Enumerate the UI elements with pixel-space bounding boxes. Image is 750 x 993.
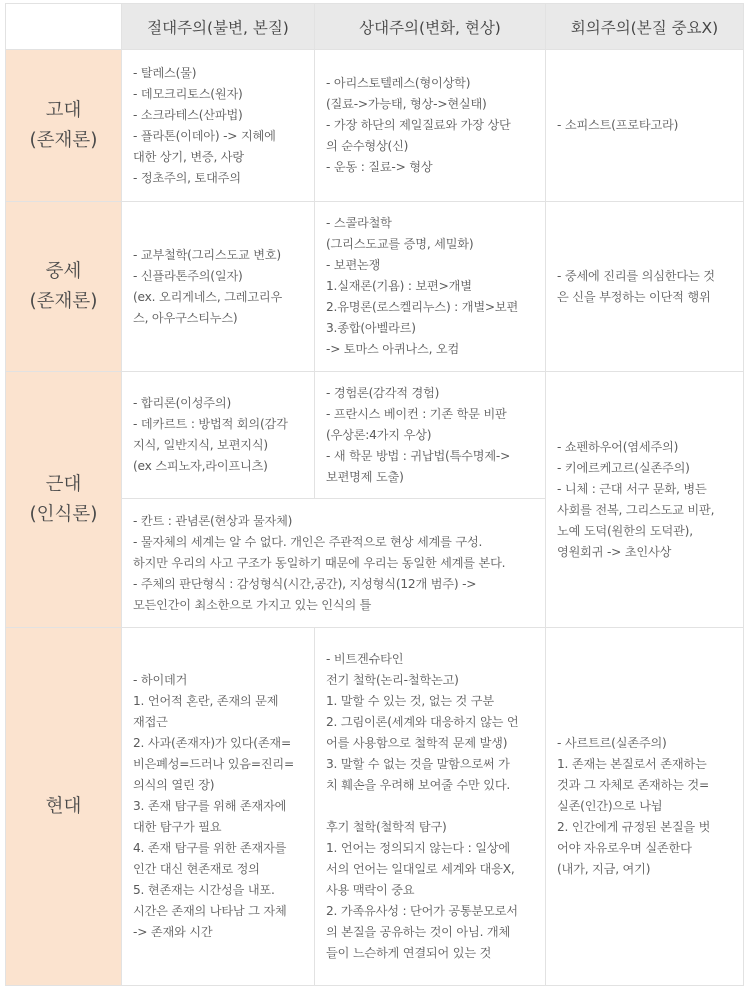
text-line: - 쇼펜하우어(염세주의) — [557, 439, 679, 454]
text-line: - 니체 : 근대 서구 문화, 병든 — [557, 481, 707, 496]
text-line: 후기 철학(철학적 탐구) — [326, 820, 447, 834]
text-line: 1.실재론(기욤) : 보편>개별 — [326, 279, 472, 293]
text-line: 의 본질을 공유하는 것이 아님. 개체 — [326, 925, 511, 939]
era-ancient — [6, 50, 122, 202]
text-line: (ex. 오리게네스, 그레고리우 — [133, 289, 283, 304]
text-line: 영원회귀 -> 초인사상 — [557, 544, 672, 559]
header-relativism: 상대주의(변화, 현상) — [315, 4, 546, 50]
text-line: 1. 말할 수 있는 것, 없는 것 구분 — [326, 694, 494, 708]
text-line: 들이 느슨하게 연결되어 있는 것 — [326, 946, 492, 960]
text-line: 2. 인간에게 규정된 본질을 벗 — [557, 820, 711, 834]
text-line: 3.종합(아벨라르) — [326, 321, 416, 335]
text-line: - 보편논쟁 — [326, 258, 381, 272]
text-line: 지식, 일반지식, 보편지식) — [133, 438, 268, 452]
text-line: 현대 — [45, 795, 82, 817]
text-line: - 신플라톤주의(일자) — [133, 268, 243, 283]
text-line: (우상론:4가지 우상) — [326, 427, 432, 442]
text-line: (ex 스피노자,라이프니츠) — [133, 459, 268, 473]
text-line: 대한 상기, 변증, 사랑 — [133, 149, 244, 164]
text-line: 모든인간이 최소한으로 가지고 있는 인식의 틀 — [133, 597, 372, 612]
text-line: 1. 언어적 혼란, 존재의 문제 — [133, 694, 279, 708]
text-line: 2. 가족유사성 : 단어가 공통분모로서 — [326, 904, 518, 918]
text-line: 어야 자유로우며 실존한다 — [557, 841, 692, 855]
text-line: - 교부철학(그리스도교 변호) — [133, 247, 281, 262]
paragraph-gap — [326, 796, 536, 817]
cell-medieval-skeptic — [546, 202, 744, 372]
text-line: 보편명제 도출) — [326, 469, 404, 484]
text-line: 의식의 열린 장) — [133, 778, 215, 792]
text-line: 2. 그림이론(세계와 대응하지 않는 언 — [326, 715, 519, 729]
text-line: 치 훼손을 우려해 보여줄 수만 있다. — [326, 778, 511, 792]
text-line: 서의 언어는 일대일로 세계와 대응X, — [326, 862, 515, 876]
text-line: 사용 맥락이 중요 — [326, 883, 415, 897]
era-contemporary — [6, 628, 122, 986]
text-line: 3. 존재 탐구를 위해 존재자에 — [133, 799, 287, 813]
text-line: 의 순수형상(신) — [326, 139, 409, 153]
text-line: 2.유명론(로스켈리누스) : 개별>보편 — [326, 300, 519, 314]
text-line: 어를 사용함으로 철학적 문제 발생) — [326, 736, 508, 750]
text-line: - 프란시스 베이컨 : 기존 학문 비판 — [326, 406, 507, 421]
text-line: - 하이데거 — [133, 673, 188, 687]
text-line: (질료->가능태, 형상->현실태) — [326, 97, 487, 111]
text-line: - 칸트 : 관념론(현상과 물자체) — [133, 513, 293, 528]
text-line: 고대 — [45, 99, 82, 121]
text-line: - 아리스토텔레스(형이상학) — [326, 76, 471, 90]
header-skepticism: 회의주의(본질 중요X) — [546, 4, 744, 50]
text-line: -> 존재와 시간 — [133, 925, 213, 939]
text-line: 하지만 우리의 사고 구조가 동일하기 때문에 우리는 동일한 세계를 본다. — [133, 555, 506, 570]
text-line: - 비트겐슈타인 — [326, 652, 404, 666]
text-line: 비은폐성=드러나 있음=진리= — [133, 757, 295, 771]
text-line: - 데모크리토스(원자) — [133, 86, 243, 101]
text-line: - 탈레스(물) — [133, 65, 197, 80]
text-line: 노예 도덕(원한의 도덕관), — [557, 523, 693, 538]
row-ancient — [6, 50, 744, 202]
cell-modern-relative — [315, 372, 546, 499]
text-line: 3. 말할 수 없는 것을 말함으로써 가 — [326, 757, 510, 771]
text-line: 5. 현존재는 시간성을 내포. — [133, 883, 275, 897]
header-row — [6, 4, 744, 50]
cell-ancient-absolute — [122, 50, 315, 202]
text-line: -> 토마스 아퀴나스, 오컴 — [326, 342, 460, 356]
text-line: 중세 — [45, 260, 82, 282]
text-line: 인간 대신 현존재로 정의 — [133, 862, 260, 876]
text-line: 2. 사과(존재자)가 있다(존재= — [133, 736, 291, 750]
corner-cell — [6, 4, 122, 50]
cell-medieval-absolute — [122, 202, 315, 372]
text-line: 스, 아우구스티누스) — [133, 310, 238, 325]
text-line: - 정초주의, 토대주의 — [133, 170, 241, 185]
row-contemporary — [6, 628, 744, 986]
text-line: - 스콜라철학 — [326, 216, 392, 230]
text-line: - 사르트르(실존주의) — [557, 736, 667, 750]
text-line: 은 신을 부정하는 이단적 행위 — [557, 289, 711, 304]
text-line: 1. 언어는 정의되지 않는다 : 일상에 — [326, 841, 510, 855]
text-line: 4. 존재 탐구를 위한 존재자를 — [133, 841, 287, 855]
text-line: - 운동 : 질료-> 형상 — [326, 160, 433, 174]
text-line: - 경험론(감각적 경험) — [326, 385, 440, 400]
text-line: 1. 존재는 본질로서 존재하는 — [557, 757, 707, 771]
text-line: 근대 — [45, 473, 82, 495]
text-line: - 주체의 판단형식 : 감성형식(시간,공간), 지성형식(12개 범주) -> — [133, 576, 477, 591]
text-line: (내가, 지금, 여기) — [557, 862, 651, 876]
text-line: (그리스도교를 증명, 세밀화) — [326, 237, 474, 251]
text-line: (인식론) — [29, 503, 98, 525]
row-modern — [6, 372, 744, 499]
text-line: - 새 학문 방법 : 귀납법(특수명제-> — [326, 448, 511, 463]
text-line: - 키에르케고르(실존주의) — [557, 460, 690, 475]
text-line: - 중세에 진리를 의심한다는 것 — [557, 268, 715, 283]
cell-ancient-skeptic — [546, 50, 744, 202]
text-line: 실존(인간)으로 나뉨 — [557, 799, 663, 813]
era-modern — [6, 372, 122, 628]
text-line: - 물자체의 세계는 알 수 없다. 개인은 주관적으로 현상 세계를 구성. — [133, 534, 483, 549]
text-line: - 플라톤(이데아) -> 지혜에 — [133, 128, 276, 143]
cell-modern-skeptic — [546, 372, 744, 628]
cell-contemporary-skeptic — [546, 628, 744, 986]
text-line: 것과 그 자체로 존재하는 것= — [557, 778, 710, 792]
era-medieval — [6, 202, 122, 372]
text-line: 사회를 전복, 그리스도교 비판, — [557, 502, 715, 517]
text-line: (존재론) — [29, 129, 98, 151]
text-line: - 데카르트 : 방법적 회의(감각 — [133, 417, 288, 431]
cell-modern-absolute — [122, 372, 315, 499]
text-line: - 소피스트(프로타고라) — [557, 118, 679, 132]
header-absolutism: 절대주의(불변, 본질) — [122, 4, 315, 50]
cell-contemporary-relative — [315, 628, 546, 986]
text-line: 시간은 존재의 나타남 그 자체 — [133, 904, 287, 918]
philosophy-table — [5, 3, 744, 986]
cell-ancient-relative — [315, 50, 546, 202]
text-line: - 소크라테스(산파법) — [133, 107, 243, 122]
text-line: - 합리론(이성주의) — [133, 396, 231, 410]
cell-modern-kant — [122, 499, 546, 628]
text-line: - 가장 하단의 제일질료와 가장 상단 — [326, 118, 511, 132]
text-line: 대한 탐구가 필요 — [133, 820, 222, 834]
text-line: 재접근 — [133, 715, 168, 729]
text-line: 전기 철학(논리-철학논고) — [326, 673, 459, 687]
text-line: (존재론) — [29, 290, 98, 312]
cell-contemporary-absolute — [122, 628, 315, 986]
row-medieval — [6, 202, 744, 372]
cell-medieval-relative — [315, 202, 546, 372]
